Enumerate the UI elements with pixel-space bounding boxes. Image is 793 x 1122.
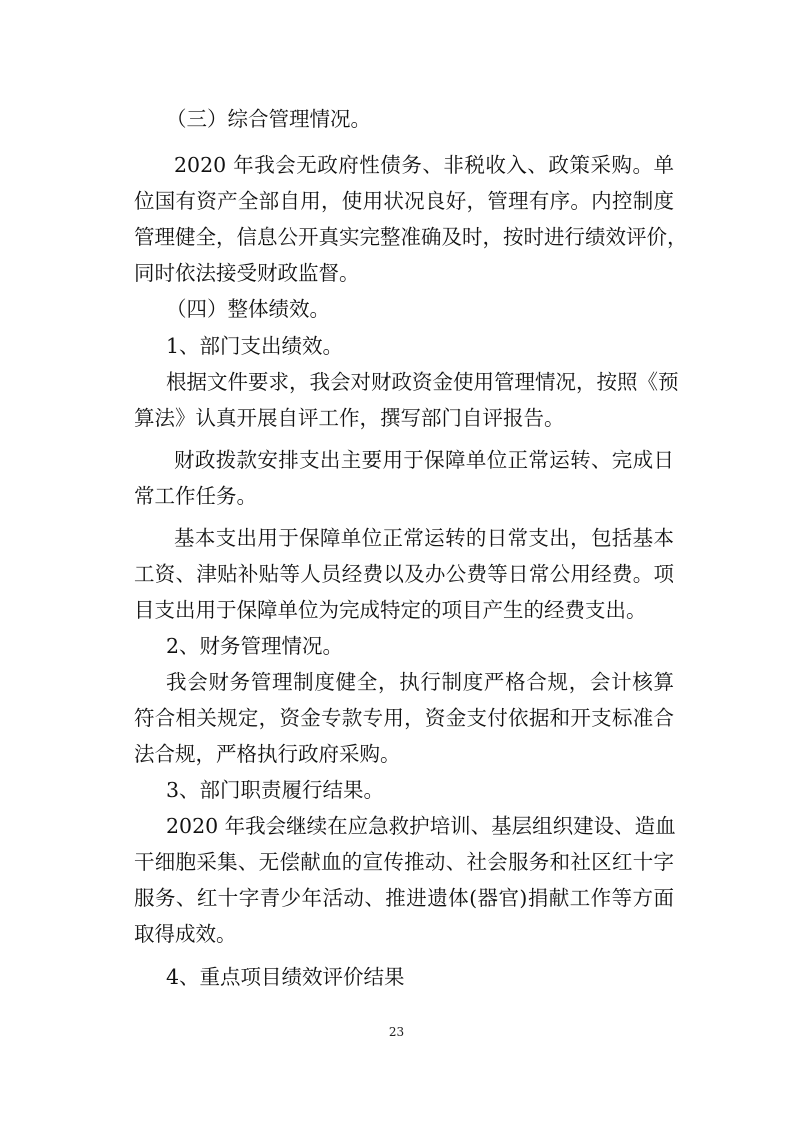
paragraph-line: 2020 年我会继续在应急救护培训、基层组织建设、造血 [166, 814, 676, 838]
paragraph-line: 干细胞采集、无偿献血的宣传推动、社会服务和社区红十字 [134, 850, 674, 874]
subsection-heading-4: 4、重点项目绩效评价结果 [166, 965, 405, 989]
paragraph-line: 根据文件要求，我会对财政资金使用管理情况，按照《预 [166, 370, 679, 394]
paragraph-line: 基本支出用于保障单位正常运转的日常支出，包括基本 [174, 526, 674, 550]
paragraph-line: 同时依法接受财政监督。 [134, 261, 360, 285]
section-heading-4: （四）整体绩效。 [166, 297, 330, 321]
paragraph-line: 目支出用于保障单位为完成特定的项目产生的经费支出。 [134, 598, 647, 622]
paragraph-line: 我会财务管理制度健全，执行制度严格合规，会计核算 [166, 670, 674, 694]
paragraph-line: 法合规，严格执行政府采购。 [134, 742, 401, 766]
subsection-heading-3: 3、部门职责履行结果。 [166, 778, 385, 802]
paragraph-line: 工资、津贴补贴等人员经费以及办公费等日常公用经费。项 [134, 562, 674, 586]
paragraph-line: 服务、红十字青少年活动、推进遗体(器官)捐献工作等方面 [134, 886, 674, 910]
subsection-heading-1: 1、部门支出绩效。 [166, 334, 344, 358]
paragraph-line: 管理健全，信息公开真实完整准确及时，按时进行绩效评价， [134, 225, 688, 249]
paragraph-line: 取得成效。 [134, 922, 237, 946]
paragraph-line: 常工作任务。 [134, 484, 257, 508]
paragraph-line: 位国有资产全部自用，使用状况良好，管理有序。内控制度 [134, 189, 674, 213]
paragraph-line: 2020 年我会无政府性债务、非税收入、政策采购。单 [174, 153, 674, 177]
paragraph-line: 符合相关规定，资金专款专用，资金支付依据和开支标准合 [134, 706, 674, 730]
subsection-heading-2: 2、财务管理情况。 [166, 634, 344, 658]
section-heading-3: （三）综合管理情况。 [166, 107, 371, 131]
paragraph-line: 财政拨款安排支出主要用于保障单位正常运转、完成日 [174, 448, 674, 472]
paragraph-line: 算法》认真开展自评工作，撰写部门自评报告。 [134, 406, 565, 430]
page-number: 23 [388, 1025, 405, 1039]
